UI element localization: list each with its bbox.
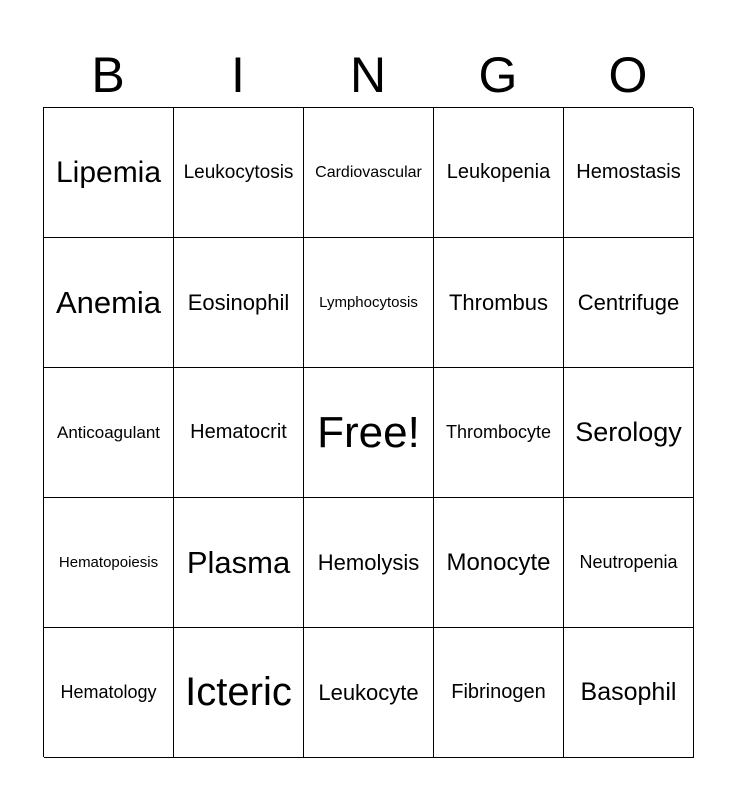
bingo-cell[interactable]: Plasma	[174, 498, 304, 628]
header-letter-n: N	[349, 47, 387, 103]
bingo-cell[interactable]: Serology	[564, 368, 694, 498]
bingo-cell[interactable]: Cardiovascular	[304, 108, 434, 238]
bingo-cell[interactable]: Lipemia	[44, 108, 174, 238]
header-letter-b: B	[91, 47, 125, 103]
bingo-cell[interactable]: Hematocrit	[174, 368, 304, 498]
bingo-cell[interactable]: Hemolysis	[304, 498, 434, 628]
bingo-cell[interactable]: Thrombus	[434, 238, 564, 368]
bingo-cell[interactable]: Monocyte	[434, 498, 564, 628]
header-letter-g: G	[478, 47, 518, 103]
free-space-cell[interactable]: Free!	[304, 368, 434, 498]
bingo-cell[interactable]: Leukopenia	[434, 108, 564, 238]
header-letter-i: I	[231, 47, 245, 103]
bingo-board	[43, 107, 693, 757]
bingo-cell[interactable]: Leukocytosis	[174, 108, 304, 238]
bingo-cell[interactable]: Anticoagulant	[44, 368, 174, 498]
bingo-cell[interactable]: Centrifuge	[564, 238, 694, 368]
bingo-cell[interactable]: Eosinophil	[174, 238, 304, 368]
bingo-header	[43, 42, 693, 108]
bingo-cell[interactable]: Leukocyte	[304, 628, 434, 758]
bingo-cell[interactable]: Hemostasis	[564, 108, 694, 238]
bingo-cell[interactable]: Basophil	[564, 628, 694, 758]
header-letter-o: O	[608, 47, 648, 103]
bingo-cell[interactable]: Fibrinogen	[434, 628, 564, 758]
bingo-cell[interactable]: Hematopoiesis	[44, 498, 174, 628]
bingo-cell[interactable]: Icteric	[174, 628, 304, 758]
bingo-cell[interactable]: Lymphocytosis	[304, 238, 434, 368]
bingo-cell[interactable]: Anemia	[44, 238, 174, 368]
bingo-cell[interactable]: Hematology	[44, 628, 174, 758]
bingo-cell[interactable]: Thrombocyte	[434, 368, 564, 498]
bingo-cell[interactable]: Neutropenia	[564, 498, 694, 628]
